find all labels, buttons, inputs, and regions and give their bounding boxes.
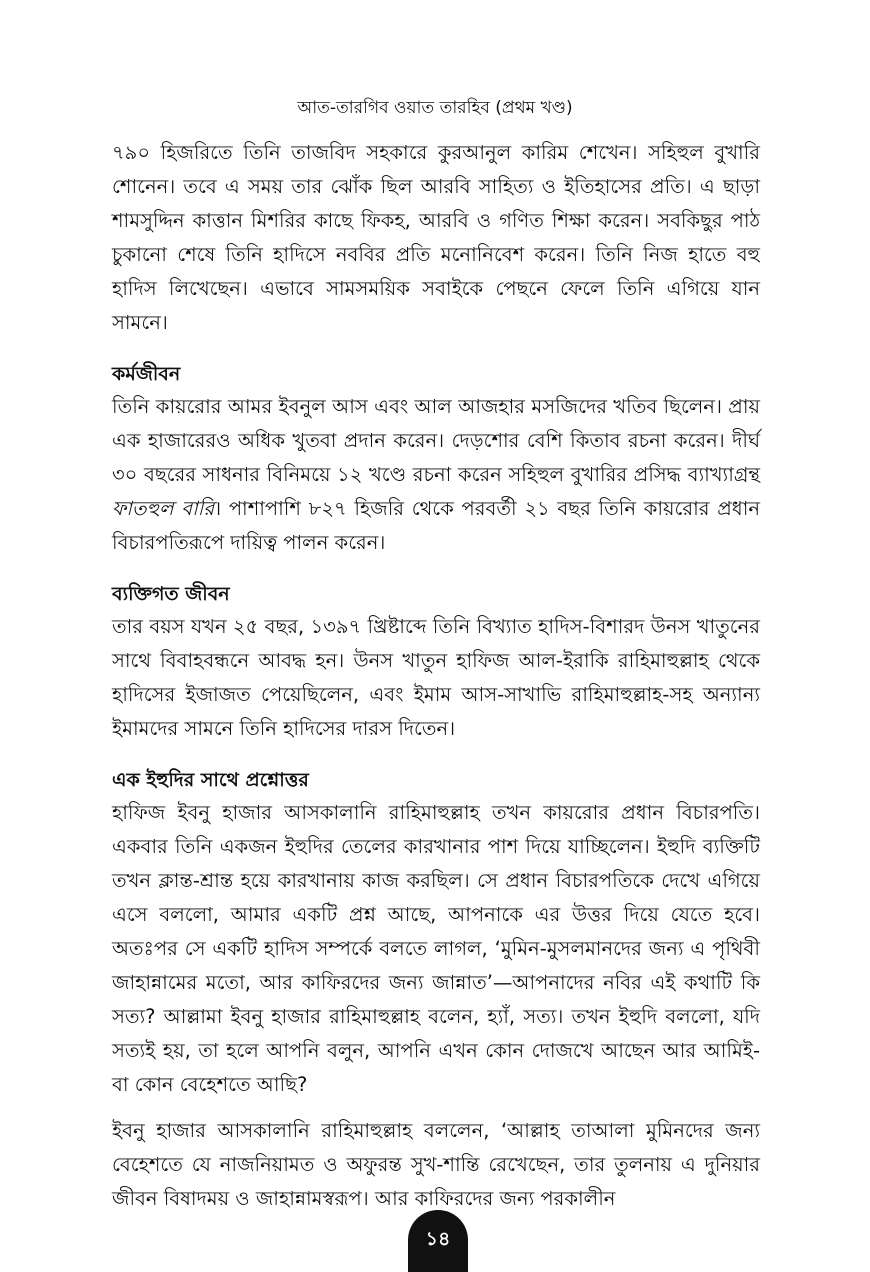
career-text-after: । পাশাপাশি ৮২৭ হিজরি থেকে পরবর্তী ২১ বছর তিনি কায়রোর প্রধান বিচারপতিরূপে দায়িত্ব পালন করেন।	[112, 497, 761, 554]
career-paragraph	[112, 390, 760, 560]
career-text-before: তিনি কায়রোর আমর ইবনুল আস এবং আল আজহার মসজিদের খতিব ছিলেন। প্রায় এক হাজারেরও অধিক খুতবা প্রদান করেন। দেড়শোর বেশি কিতাব রচনা করেন। দীর্ঘ ৩০ বছরের সাধনার বিনিময়ে ১২ খণ্ডে রচনা করেন সহিহুল বুখারির প্রসিদ্ধ ব্যাখ্যাগ্রন্থ	[112, 395, 760, 486]
section-gap	[112, 340, 760, 358]
section-heading-jew-qa: এক ইহুদির সাথে প্রশ্নোত্তর	[112, 769, 309, 791]
running-header: আত-তারগিব ওয়াত তারহিব (প্রথম খণ্ড)	[297, 98, 573, 118]
book-title: ফাতহুল বারি	[112, 497, 215, 520]
page-number: ১৪	[425, 1228, 451, 1250]
intro-paragraph: ৭৯০ হিজরিতে তিনি তাজবিদ সহকারে কুরআনুল কারিম শেখেন। সহিহুল বুখারি শোনেন। তবে এ সময় তার ঝোঁক ছিল আরবি সাহিত্য ও ইতিহাসের প্রতি। এ ছাড়া শামসুদ্দিন কাত্তান মিশরির কাছে ফিকহ, আরবি ও গণিত শিক্ষা করেন। সবকিছুর পাঠ চুকানো শেষে তিনি হাদিসে নববির প্রতি মনোনিবেশ করেন। তিনি নিজ হাতে বহু হাদিস লিখেছেন। এভাবে সামসময়িক সবাইকে পেছনে ফেলে তিনি এগিয়ে যান সামনে।	[112, 141, 760, 334]
section-gap	[112, 746, 760, 764]
section-gap	[112, 560, 760, 578]
paragraph-gap	[112, 1102, 760, 1114]
jew-qa-paragraph-1: হাফিজ ইবনু হাজার আসকালানি রাহিমাহুল্লাহ তখন কায়রোর প্রধান বিচারপতি। একবার তিনি একজন ইহুদির তেলের কারখানার পাশ দিয়ে যাচ্ছিলেন। ইহুদি ব্যক্তিটি তখন ক্লান্ত-শ্রান্ত হয়ে কারখানায় কাজ করছিল। সে প্রধান বিচারপতিকে দেখে এগিয়ে এসে বললো, আমার একটি প্রশ্ন আছে, আপনাকে এর উত্তর দিয়ে যেতে হবে। অতঃপর সে একটি হাদিস সম্পর্কে বলতে লাগল, ‘মুমিন-মুসলমানদের জন্য এ পৃথিবী জাহান্নামের মতো, আর কাফিরদের জন্য জান্নাত’—আপনাদের নবির এই কথাটি কি সত্য? আল্লামা ইবনু হাজার রাহিমাহুল্লাহ বলেন, হ্যাঁ, সত্য। তখন ইহুদি বললো, যদি সত্যই হয়, তা হলে আপনি বলুন, আপনি এখন কোন দোজখে আছেন আর আমিই-বা কোন বেহেশতে আছি?	[112, 801, 760, 1096]
page-body	[112, 136, 760, 1216]
personal-life-paragraph: তার বয়স যখন ২৫ বছর, ১৩৯৭ খ্রিষ্টাব্দে তিনি বিখ্যাত হাদিস-বিশারদ উনস খাতুনের সাথে বিবাহবন্ধনে আবদ্ধ হন। উনস খাতুন হাফিজ আল-ইরাকি রাহিমাহুল্লাহ থেকে হাদিসের ইজাজত পেয়েছিলেন, এবং ইমাম আস-সাখাভি রাহিমাহুল্লাহ-সহ অন্যান্য ইমামদের সামনে তিনি হাদিসের দারস দিতেন।	[112, 615, 760, 740]
jew-qa-paragraph-2: ইবনু হাজার আসকালানি রাহিমাহুল্লাহ বললেন, ‘আল্লাহ তাআলা মুমিনদের জন্য বেহেশতে যে নাজনিয়ামত ও অফুরন্ত সুখ-শান্তি রেখেছেন, তার তুলনায় এ দুনিয়ার জীবন বিষাদময় ও জাহান্নামস্বরূপ। আর কাফিরদের জন্য পরকালীন	[112, 1119, 760, 1210]
section-heading-personal-life: ব্যক্তিগত জীবন	[112, 583, 230, 605]
section-heading-career: কর্মজীবন	[112, 363, 181, 385]
